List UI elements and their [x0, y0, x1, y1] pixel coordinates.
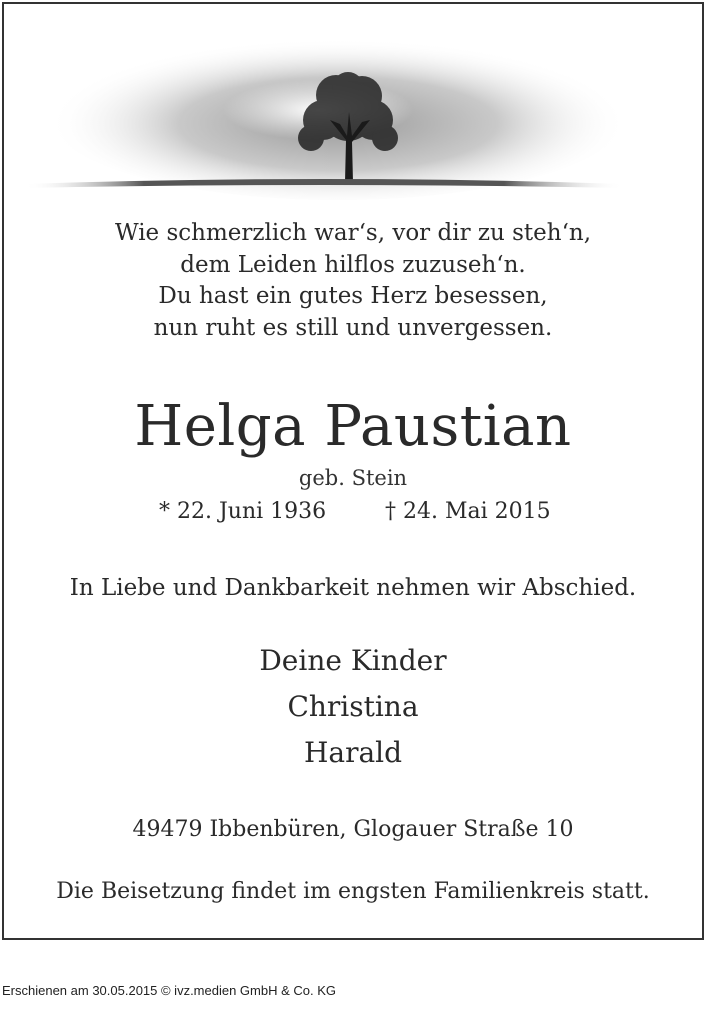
farewell-text: In Liebe und Dankbarkeit nehmen wir Abschied. — [69, 575, 637, 601]
maiden-name: geb. Stein — [298, 466, 408, 490]
deceased-name: Helga Paustian — [134, 394, 572, 459]
publication-footer: Erschienen am 30.05.2015 © ivz.medien GmbH & Co. KG — [2, 983, 337, 998]
funeral-note: Die Beisetzung findet im engsten Familienkreis statt. — [56, 879, 650, 904]
poem-line: Du hast ein gutes Herz besessen, — [158, 283, 548, 309]
mourner: Christina — [287, 690, 419, 723]
poem-line: Wie schmerzlich war‘s, vor dir zu steh‘n, — [114, 220, 592, 246]
mourner: Harald — [303, 736, 403, 769]
poem — [2, 218, 704, 344]
death-date: † 24. Mai 2015 — [385, 499, 551, 524]
tree-on-horizon-icon — [18, 20, 630, 200]
address: 49479 Ibbenbüren, Glogauer Straße 10 — [132, 817, 574, 842]
mourner: Deine Kinder — [259, 644, 447, 677]
birth-date: * 22. Juni 1936 — [159, 499, 327, 524]
mourners-list — [2, 638, 704, 776]
poem-line: nun ruht es still und unvergessen. — [153, 314, 553, 341]
poem-line: dem Leiden hilflos zuzuseh‘n. — [180, 251, 526, 278]
